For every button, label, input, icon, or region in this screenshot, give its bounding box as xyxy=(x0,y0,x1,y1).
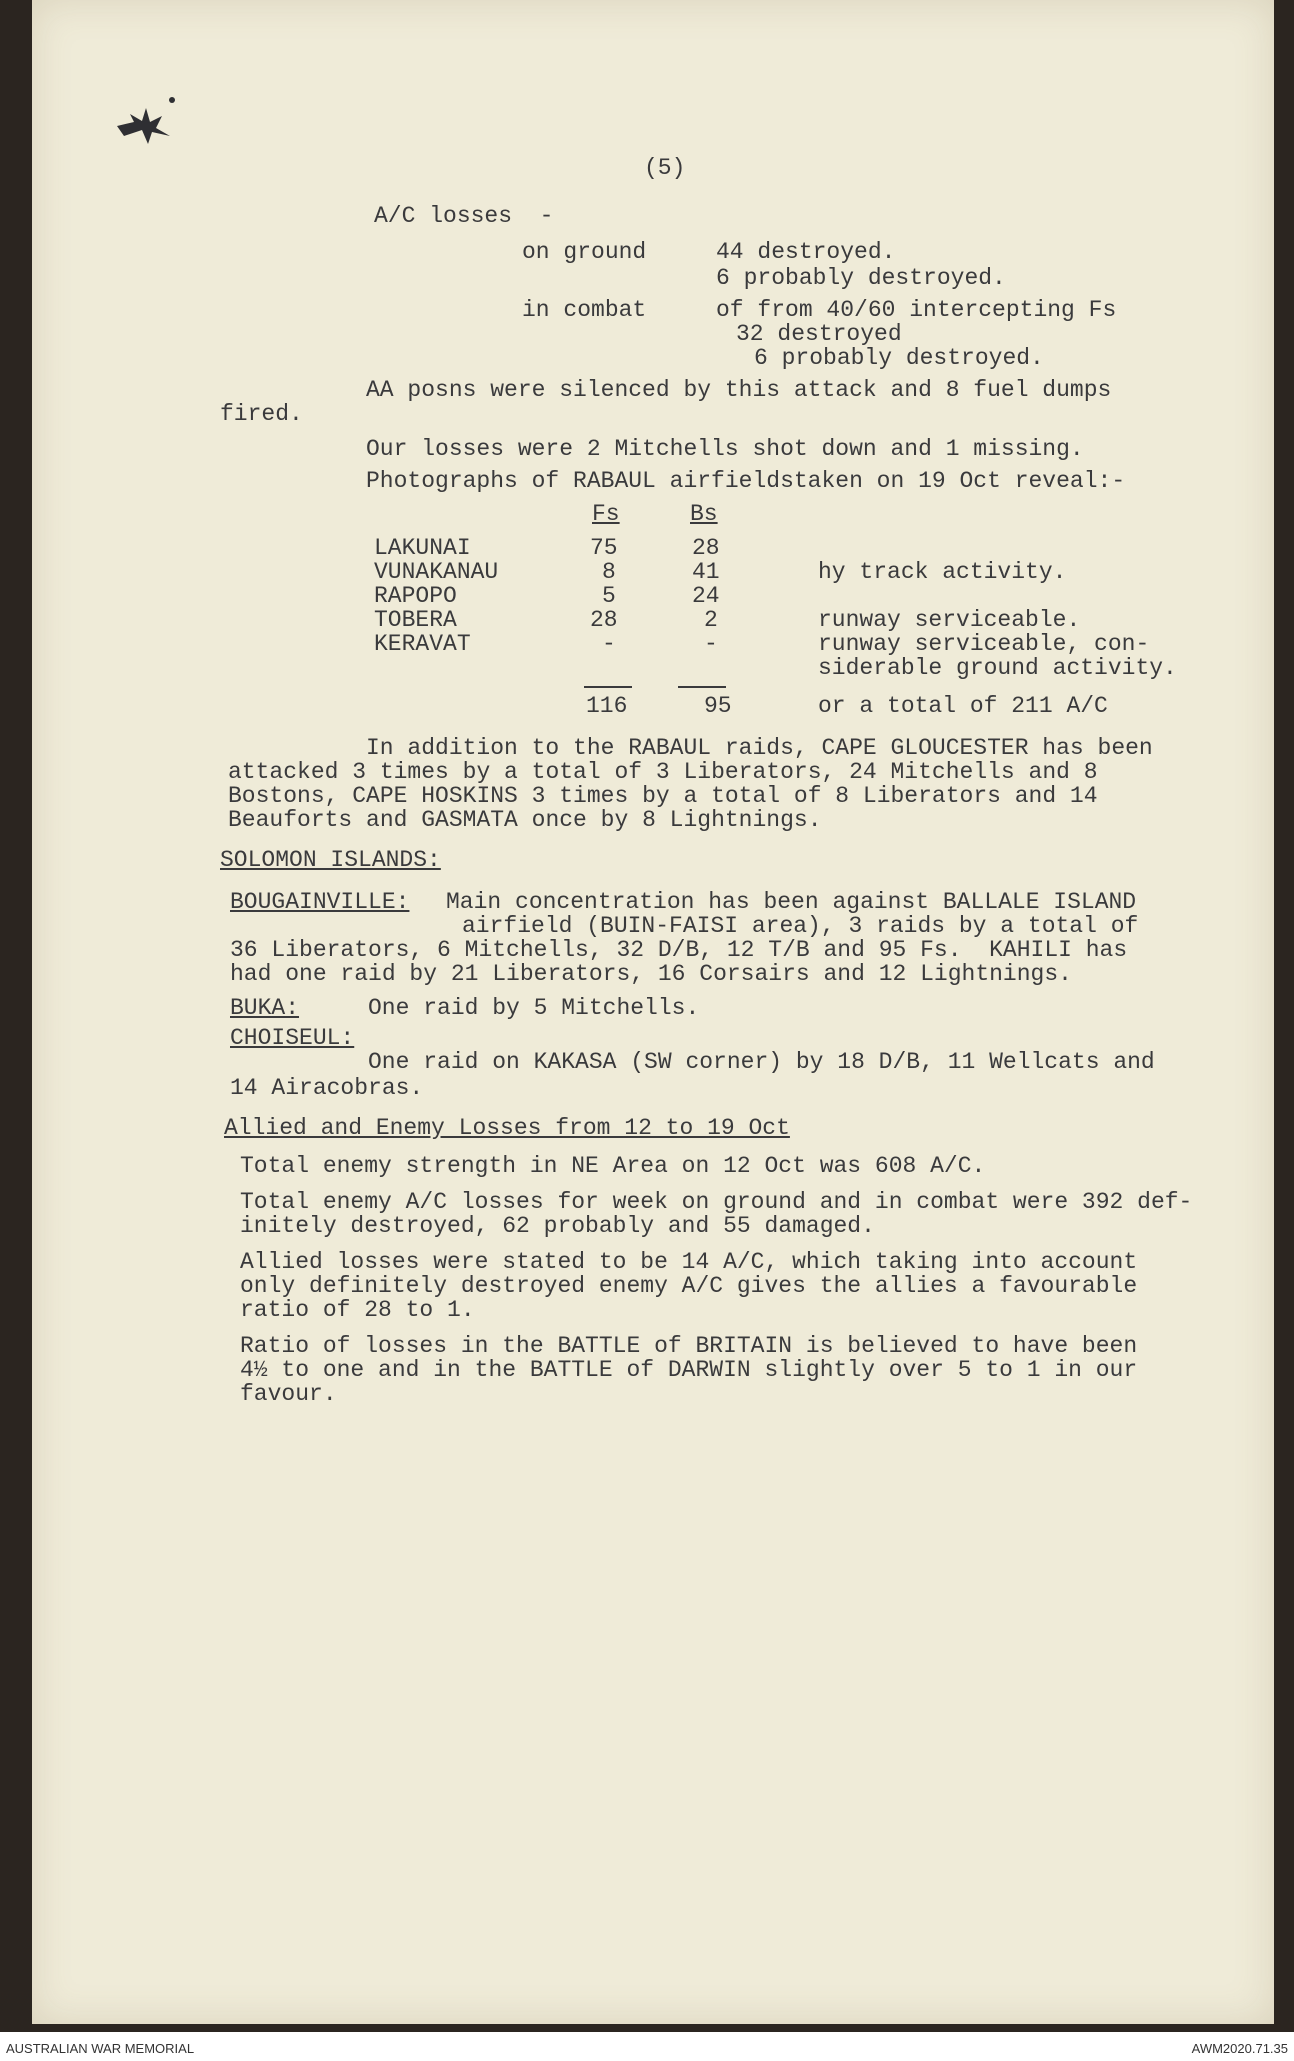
airfield-note: runway serviceable, con- xyxy=(818,631,1150,657)
combat-intercepting: of from 40/60 intercepting Fs xyxy=(716,297,1117,323)
footer-strip xyxy=(0,2032,1294,2061)
choiseul-line: 14 Airacobras. xyxy=(230,1075,424,1101)
ground-destroyed: 44 destroyed. xyxy=(716,239,896,265)
document-page xyxy=(32,0,1274,2024)
airfield-note-continued: siderable ground activity. xyxy=(818,655,1177,681)
airfield-fs: 5 xyxy=(602,583,616,609)
solomon-islands-heading: SOLOMON ISLANDS: xyxy=(220,847,441,873)
photographs-intro: Photographs of RABAUL airfieldstaken on 19 Oct reveal:- xyxy=(366,468,1126,494)
bougainville-line: had one raid by 21 Liberators, 16 Corsairs and 12 Lightnings. xyxy=(230,961,1072,987)
aa-paragraph-line1: AA posns were silenced by this attack and 8 fuel dumps xyxy=(366,377,1112,403)
total-fs: 116 xyxy=(586,693,628,719)
ink-blot-mark xyxy=(112,86,182,146)
footer-source: AUSTRALIAN WAR MEMORIAL xyxy=(6,2041,195,2056)
losses-paragraph-line: Allied losses were stated to be 14 A/C, which taking into account xyxy=(240,1249,1138,1275)
bougainville-label: BOUGAINVILLE: xyxy=(230,889,410,915)
bougainville-line: Main concentration has been against BALLALE ISLAND xyxy=(446,889,1137,915)
choiseul-line: One raid on KAKASA (SW corner) by 18 D/B, 11 Wellcats and xyxy=(368,1049,1155,1075)
total-rule-bs xyxy=(678,686,726,688)
losses-heading: Allied and Enemy Losses from 12 to 19 Oct xyxy=(224,1115,790,1141)
our-losses-paragraph: Our losses were 2 Mitchells shot down and 1 missing. xyxy=(366,436,1084,462)
page-number: (5) xyxy=(644,155,686,181)
airfield-fs: 75 xyxy=(590,535,618,561)
aa-paragraph-line2: fired. xyxy=(220,401,303,427)
losses-paragraph-line: 4½ to one and in the BATTLE of DARWIN slightly over 5 to 1 in our xyxy=(240,1357,1138,1383)
airfield-bs: 24 xyxy=(692,583,720,609)
losses-paragraph-line: initely destroyed, 62 probably and 55 damaged. xyxy=(240,1213,875,1239)
addition-paragraph-line: In addition to the RABAUL raids, CAPE GLOUCESTER has been xyxy=(366,735,1153,761)
total-bs: 95 xyxy=(704,693,732,719)
airfield-bs: 28 xyxy=(692,535,720,561)
addition-paragraph-line: attacked 3 times by a total of 3 Liberators, 24 Mitchells and 8 xyxy=(228,759,1098,785)
airfield-note: hy track activity. xyxy=(818,559,1067,585)
on-ground-label: on ground xyxy=(522,239,647,265)
airfield-fs: - xyxy=(602,631,616,657)
losses-paragraph-line: only definitely destroyed enemy A/C gives the allies a favourable xyxy=(240,1273,1138,1299)
airfield-bs: 2 xyxy=(704,607,718,633)
airfield-fs: 28 xyxy=(590,607,618,633)
buka-text: One raid by 5 Mitchells. xyxy=(368,995,700,1021)
addition-paragraph-line: Bostons, CAPE HOSKINS 3 times by a total of 8 Liberators and 14 xyxy=(228,783,1098,809)
airfield-name: TOBERA xyxy=(374,607,457,633)
losses-paragraph-line: ratio of 28 to 1. xyxy=(240,1297,475,1323)
choiseul-label: CHOISEUL: xyxy=(230,1025,355,1051)
combat-destroyed: 32 destroyed xyxy=(736,321,902,347)
airfield-name: KERAVAT xyxy=(374,631,471,657)
losses-paragraph-line: Total enemy strength in NE Area on 12 Oct was 608 A/C. xyxy=(240,1153,986,1179)
total-rule-fs xyxy=(584,686,632,688)
airfield-note: runway serviceable. xyxy=(818,607,1081,633)
airfield-name: VUNAKANAU xyxy=(374,559,499,585)
buka-label: BUKA: xyxy=(230,995,300,1021)
bougainville-line: airfield (BUIN-FAISI area), 3 raids by a total of xyxy=(462,913,1139,939)
losses-paragraph-line: favour. xyxy=(240,1381,337,1407)
in-combat-label: in combat xyxy=(522,297,647,323)
ground-probable: 6 probably destroyed. xyxy=(716,265,1006,291)
total-note: or a total of 211 A/C xyxy=(818,693,1108,719)
column-header-bs: Bs xyxy=(690,501,718,527)
losses-paragraph-line: Total enemy A/C losses for week on ground and in combat were 392 def- xyxy=(240,1189,1193,1215)
airfield-bs: - xyxy=(704,631,718,657)
combat-probable: 6 probably destroyed. xyxy=(754,345,1044,371)
airfield-fs: 8 xyxy=(602,559,616,585)
airfield-bs: 41 xyxy=(692,559,720,585)
airfield-name: LAKUNAI xyxy=(374,535,471,561)
footer-reference: AWM2020.71.35 xyxy=(1191,2041,1288,2056)
ac-losses-heading: A/C losses - xyxy=(374,203,554,229)
column-header-fs: Fs xyxy=(592,501,620,527)
airfield-name: RAPOPO xyxy=(374,583,457,609)
bougainville-line: 36 Liberators, 6 Mitchells, 32 D/B, 12 T/B and 95 Fs. KAHILI has xyxy=(230,937,1128,963)
losses-paragraph-line: Ratio of losses in the BATTLE of BRITAIN is believed to have been xyxy=(240,1333,1138,1359)
addition-paragraph-line: Beauforts and GASMATA once by 8 Lightnings. xyxy=(228,807,822,833)
